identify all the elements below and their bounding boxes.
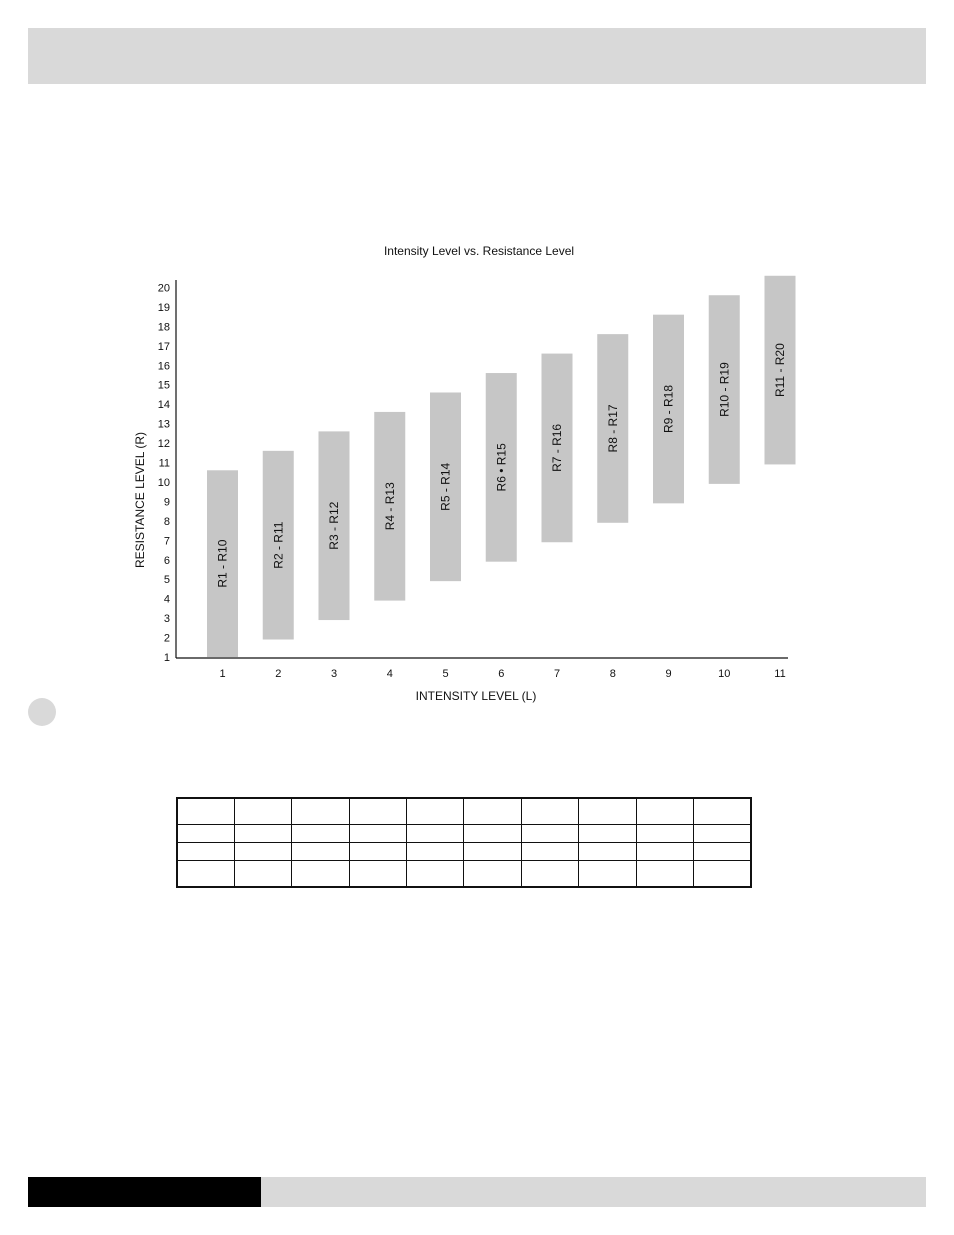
y-tick-label-15: 15 — [157, 379, 170, 392]
x-tick-label-8: 8 — [609, 668, 616, 680]
x-tick-label-2: 2 — [275, 668, 282, 680]
y-tick-label-2: 2 — [163, 632, 170, 645]
y-tick-label-1: 1 — [163, 652, 170, 664]
footer-black-bar — [28, 1177, 261, 1207]
y-tick-label-16: 16 — [157, 360, 170, 373]
range-bar-label-2: R2 - R11 — [271, 521, 286, 569]
y-tick-label-19: 19 — [157, 301, 170, 314]
table-row — [177, 798, 751, 825]
table-cell — [464, 798, 521, 825]
table-cell — [636, 825, 693, 843]
table-cell — [694, 825, 751, 843]
y-tick-label-18: 18 — [157, 321, 170, 334]
y-tick-label-10: 10 — [157, 476, 170, 489]
range-bar-label-4: R4 - R13 — [382, 482, 397, 531]
table-cell — [407, 825, 464, 843]
table-cell — [177, 860, 234, 887]
table-cell — [292, 825, 349, 843]
table-cell — [234, 825, 291, 843]
table-cell — [177, 825, 234, 843]
range-bar-label-8: R8 - R17 — [605, 404, 620, 453]
range-bar-label-7: R7 - R16 — [550, 423, 564, 472]
y-tick-label-6: 6 — [163, 554, 170, 567]
y-tick-label-3: 3 — [163, 613, 170, 626]
x-tick-label-5: 5 — [442, 668, 449, 680]
table-cell — [521, 842, 578, 860]
range-bar-label-10: R10 - R19 — [717, 362, 732, 417]
x-tick-label-10: 10 — [718, 668, 731, 680]
y-tick-label-13: 13 — [157, 418, 170, 431]
x-tick-label-4: 4 — [386, 668, 393, 680]
x-tick-label-7: 7 — [553, 668, 561, 680]
table-cell — [694, 860, 751, 887]
y-tick-label-4: 4 — [163, 593, 170, 606]
y-axis-label: RESISTANCE LEVEL (R) — [133, 431, 147, 569]
table-cell — [177, 842, 234, 860]
table-cell — [521, 798, 578, 825]
table-cell — [579, 798, 636, 825]
table-cell — [407, 860, 464, 887]
chart-title: Intensity Level vs. Resistance Level — [383, 244, 575, 258]
table-cell — [636, 842, 693, 860]
y-tick-label-11: 11 — [158, 457, 170, 470]
y-tick-label-17: 17 — [157, 340, 170, 353]
table-row — [177, 860, 751, 887]
range-bar-label-11: R11 - R20 — [773, 343, 787, 398]
y-tick-label-20: 20 — [157, 282, 170, 295]
table-cell — [292, 842, 349, 860]
y-tick-label-12: 12 — [157, 438, 170, 451]
y-tick-label-8: 8 — [163, 515, 170, 528]
table-body — [177, 798, 751, 887]
footer-gray-bar — [261, 1177, 926, 1207]
table-cell — [636, 860, 693, 887]
table-cell — [579, 825, 636, 843]
table-row — [177, 842, 751, 860]
range-bar-label-3: R3 - R12 — [327, 501, 341, 550]
y-tick-label-14: 14 — [157, 399, 170, 412]
table-cell — [636, 798, 693, 825]
table-cell — [234, 798, 291, 825]
step-marker-circle — [28, 698, 56, 726]
x-tick-label-11: 11 — [774, 668, 786, 680]
x-axis-label: INTENSITY LEVEL (L) — [415, 689, 537, 703]
range-bar-label-6: R6 • R15 — [494, 443, 509, 492]
table-cell — [234, 842, 291, 860]
table-cell — [407, 842, 464, 860]
table-row — [177, 825, 751, 843]
x-tick-label-9: 9 — [665, 668, 672, 680]
table-cell — [464, 860, 521, 887]
x-tick-labels — [219, 668, 785, 680]
table-cell — [349, 825, 406, 843]
table-cell — [694, 842, 751, 860]
table-cell — [694, 798, 751, 825]
y-tick-label-7: 7 — [163, 535, 170, 548]
table-cell — [579, 860, 636, 887]
table-cell — [292, 798, 349, 825]
x-tick-label-6: 6 — [498, 668, 505, 680]
x-tick-label-1: 1 — [219, 668, 226, 680]
range-bar-label-9: R9 - R18 — [661, 384, 676, 434]
table-cell — [349, 860, 406, 887]
table-cell — [579, 842, 636, 860]
table-cell — [349, 842, 406, 860]
table-cell — [464, 842, 521, 860]
table-cell — [292, 860, 349, 887]
table-cell — [521, 825, 578, 843]
range-bar-label-5: R5 - R14 — [438, 462, 453, 511]
y-tick-label-9: 9 — [163, 496, 170, 509]
table-cell — [234, 860, 291, 887]
table-cell — [349, 798, 406, 825]
table-cell — [464, 825, 521, 843]
bars-layer — [207, 276, 796, 657]
y-tick-label-5: 5 — [163, 574, 170, 587]
table-cell — [521, 860, 578, 887]
x-tick-label-3: 3 — [330, 668, 338, 680]
y-tick-labels — [158, 282, 170, 664]
blank-data-table — [176, 797, 752, 888]
table-cell — [407, 798, 464, 825]
table-cell — [177, 798, 234, 825]
range-bar-label-1: R1 - R10 — [215, 539, 230, 588]
